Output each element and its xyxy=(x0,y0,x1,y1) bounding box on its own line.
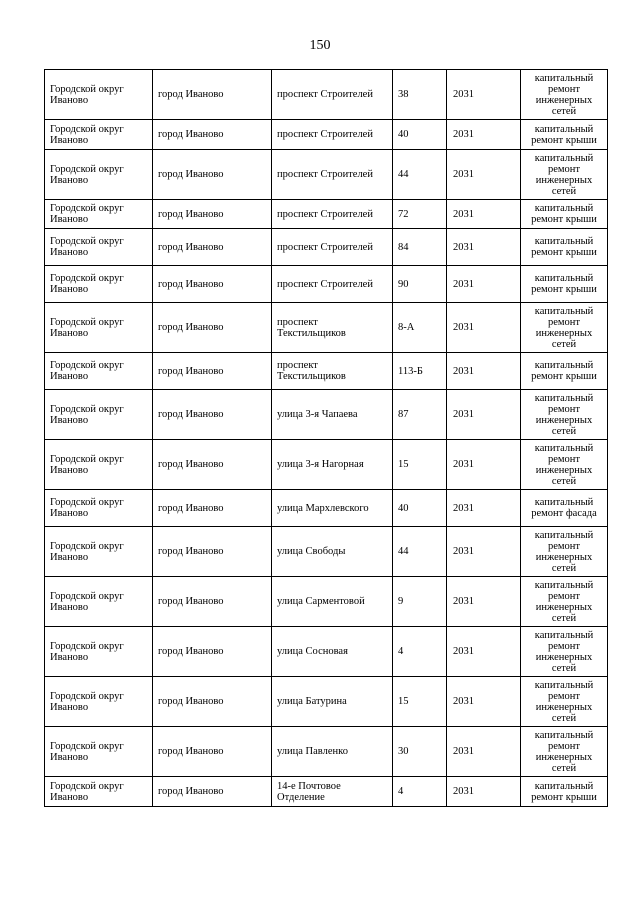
municipality-cell-text: Городской округ Иваново xyxy=(50,316,124,339)
city-cell-text: город Иваново xyxy=(158,786,224,797)
work-type-cell xyxy=(521,727,608,777)
municipality-cell xyxy=(45,440,153,490)
street-cell-text: проспект Текстильщиков xyxy=(277,316,346,339)
municipality-cell-text: Городской округ Иваново xyxy=(50,360,124,382)
city-cell-text: город Иваново xyxy=(158,459,224,470)
city-cell xyxy=(153,390,272,440)
municipality-cell-text: Городской округ Иваново xyxy=(50,540,124,563)
city-cell-text: город Иваново xyxy=(158,746,224,757)
work-type-cell-text: капитальный ремонт инженерных сетей xyxy=(534,729,594,774)
house-number-cell xyxy=(393,266,447,303)
house-number-cell-text: 90 xyxy=(398,278,409,290)
city-cell xyxy=(153,229,272,266)
work-type-cell xyxy=(521,353,608,390)
year-cell xyxy=(447,727,521,777)
street-cell-text: улица Свободы xyxy=(277,546,346,557)
page-number: 150 xyxy=(309,38,331,53)
street-cell xyxy=(272,577,393,627)
year-cell-text: 2031 xyxy=(453,696,474,707)
house-number-cell xyxy=(393,150,447,200)
municipality-cell-text: Городской округ Иваново xyxy=(50,163,124,186)
year-cell xyxy=(447,120,521,150)
year-cell xyxy=(447,577,521,627)
work-type-cell-text: капитальный ремонт инженерных сетей xyxy=(534,442,594,487)
street-cell-text: проспект Строителей xyxy=(277,278,373,290)
street-cell-text: проспект Строителей xyxy=(277,89,373,100)
street-cell xyxy=(272,266,393,303)
work-type-cell-text: капитальный ремонт крыши xyxy=(531,780,597,803)
city-cell-text: город Иваново xyxy=(158,129,224,140)
street-cell-text: 14-е Почтовое Отделение xyxy=(277,780,341,803)
street-cell-text: улица Сосновая xyxy=(277,646,348,657)
municipality-cell xyxy=(45,353,153,390)
work-type-cell xyxy=(521,577,608,627)
house-number-cell-text: 44 xyxy=(398,546,409,557)
street-cell-text: улица Сарментовой xyxy=(277,596,365,607)
work-type-cell xyxy=(521,777,608,807)
table-row xyxy=(45,440,608,490)
street-cell xyxy=(272,229,393,266)
street-cell-text: улица Батурина xyxy=(277,696,347,707)
municipality-cell xyxy=(45,229,153,266)
year-cell xyxy=(447,229,521,266)
municipality-cell xyxy=(45,727,153,777)
city-cell xyxy=(153,70,272,120)
city-cell-text: город Иваново xyxy=(158,241,224,253)
year-cell-text: 2031 xyxy=(453,241,474,253)
work-type-cell-text: капитальный ремонт инженерных сетей xyxy=(534,629,594,674)
year-cell-text: 2031 xyxy=(453,365,474,377)
house-number-cell xyxy=(393,677,447,727)
work-type-cell-text: капитальный ремонт инженерных сетей xyxy=(534,579,594,624)
year-cell-text: 2031 xyxy=(453,278,474,290)
table-row xyxy=(45,777,608,807)
street-cell xyxy=(272,353,393,390)
year-cell-text: 2031 xyxy=(453,502,474,514)
house-number-cell-text: 38 xyxy=(398,89,409,100)
year-cell-text: 2031 xyxy=(453,459,474,470)
house-number-cell xyxy=(393,200,447,229)
table-row xyxy=(45,577,608,627)
work-type-cell xyxy=(521,303,608,353)
work-type-cell-text: капитальный ремонт крыши xyxy=(531,360,597,382)
house-number-cell-text: 30 xyxy=(398,746,409,757)
work-type-cell xyxy=(521,266,608,303)
work-type-cell xyxy=(521,440,608,490)
municipality-cell xyxy=(45,527,153,577)
municipality-cell xyxy=(45,200,153,229)
street-cell xyxy=(272,777,393,807)
municipality-cell-text: Городской округ Иваново xyxy=(50,590,124,613)
work-type-cell-text: капитальный ремонт крыши xyxy=(531,236,597,258)
municipality-cell-text: Городской округ Иваново xyxy=(50,453,124,476)
house-number-cell xyxy=(393,390,447,440)
house-number-cell xyxy=(393,727,447,777)
city-cell-text: город Иваново xyxy=(158,596,224,607)
work-type-cell-text: капитальный ремонт инженерных сетей xyxy=(534,305,594,350)
house-number-cell-text: 4 xyxy=(398,646,404,657)
city-cell-text: город Иваново xyxy=(158,502,224,514)
work-type-cell xyxy=(521,120,608,150)
municipality-cell-text: Городской округ Иваново xyxy=(50,740,124,763)
municipality-cell xyxy=(45,777,153,807)
street-cell-text: улица Мархлевского xyxy=(277,502,369,514)
table-row xyxy=(45,150,608,200)
city-cell-text: город Иваново xyxy=(158,646,224,657)
street-cell xyxy=(272,527,393,577)
work-type-cell-text: капитальный ремонт крыши xyxy=(531,123,597,146)
municipality-cell-text: Городской округ Иваново xyxy=(50,83,124,106)
street-cell-text: проспект Строителей xyxy=(277,169,373,180)
repair-schedule-table xyxy=(44,69,608,807)
municipality-cell xyxy=(45,303,153,353)
house-number-cell-text: 72 xyxy=(398,208,409,220)
city-cell-text: город Иваново xyxy=(158,696,224,707)
street-cell xyxy=(272,440,393,490)
work-type-cell-text: капитальный ремонт фасада xyxy=(531,497,597,519)
year-cell xyxy=(447,390,521,440)
table-row xyxy=(45,390,608,440)
street-cell xyxy=(272,70,393,120)
city-cell xyxy=(153,490,272,527)
work-type-cell-text: капитальный ремонт инженерных сетей xyxy=(534,679,594,724)
house-number-cell-text: 84 xyxy=(398,241,409,253)
municipality-cell-text: Городской округ Иваново xyxy=(50,497,124,519)
city-cell xyxy=(153,727,272,777)
table-row xyxy=(45,353,608,390)
year-cell xyxy=(447,627,521,677)
year-cell-text: 2031 xyxy=(453,169,474,180)
year-cell-text: 2031 xyxy=(453,646,474,657)
work-type-cell xyxy=(521,200,608,229)
year-cell xyxy=(447,266,521,303)
year-cell xyxy=(447,527,521,577)
city-cell xyxy=(153,150,272,200)
table-row xyxy=(45,677,608,727)
street-cell xyxy=(272,390,393,440)
year-cell-text: 2031 xyxy=(453,129,474,140)
municipality-cell-text: Городской округ Иваново xyxy=(50,403,124,426)
city-cell-text: город Иваново xyxy=(158,169,224,180)
street-cell xyxy=(272,303,393,353)
street-cell-text: улица 3-я Чапаева xyxy=(277,409,358,420)
house-number-cell-text: 15 xyxy=(398,696,409,707)
year-cell xyxy=(447,150,521,200)
table-row xyxy=(45,200,608,229)
municipality-cell-text: Городской округ Иваново xyxy=(50,690,124,713)
year-cell xyxy=(447,353,521,390)
table-row xyxy=(45,229,608,266)
work-type-cell-text: капитальный ремонт инженерных сетей xyxy=(534,529,594,574)
municipality-cell-text: Городской округ Иваново xyxy=(50,203,124,225)
house-number-cell-text: 87 xyxy=(398,409,409,420)
city-cell xyxy=(153,527,272,577)
year-cell xyxy=(447,777,521,807)
municipality-cell-text: Городской округ Иваново xyxy=(50,236,124,258)
city-cell-text: город Иваново xyxy=(158,208,224,220)
city-cell-text: город Иваново xyxy=(158,322,224,333)
table-row xyxy=(45,527,608,577)
street-cell xyxy=(272,150,393,200)
table-row xyxy=(45,490,608,527)
work-type-cell-text: капитальный ремонт инженерных сетей xyxy=(534,72,594,117)
table-row xyxy=(45,303,608,353)
city-cell-text: город Иваново xyxy=(158,546,224,557)
work-type-cell xyxy=(521,627,608,677)
house-number-cell xyxy=(393,627,447,677)
street-cell xyxy=(272,727,393,777)
municipality-cell-text: Городской округ Иваново xyxy=(50,640,124,663)
house-number-cell xyxy=(393,490,447,527)
municipality-cell-text: Городской округ Иваново xyxy=(50,780,124,803)
house-number-cell xyxy=(393,527,447,577)
street-cell-text: проспект Строителей xyxy=(277,208,373,220)
municipality-cell xyxy=(45,490,153,527)
year-cell xyxy=(447,200,521,229)
city-cell xyxy=(153,353,272,390)
city-cell-text: город Иваново xyxy=(158,409,224,420)
year-cell xyxy=(447,70,521,120)
house-number-cell xyxy=(393,353,447,390)
street-cell-text: проспект Текстильщиков xyxy=(277,360,346,382)
street-cell xyxy=(272,120,393,150)
work-type-cell xyxy=(521,677,608,727)
work-type-cell-text: капитальный ремонт крыши xyxy=(531,273,597,295)
table-row xyxy=(45,627,608,677)
year-cell xyxy=(447,440,521,490)
house-number-cell-text: 15 xyxy=(398,459,409,470)
house-number-cell-text: 8-А xyxy=(398,322,415,333)
municipality-cell xyxy=(45,627,153,677)
work-type-cell xyxy=(521,490,608,527)
work-type-cell-text: капитальный ремонт инженерных сетей xyxy=(534,152,594,197)
table-row xyxy=(45,120,608,150)
year-cell-text: 2031 xyxy=(453,208,474,220)
municipality-cell xyxy=(45,70,153,120)
year-cell-text: 2031 xyxy=(453,596,474,607)
municipality-cell xyxy=(45,577,153,627)
table-row xyxy=(45,70,608,120)
year-cell-text: 2031 xyxy=(453,746,474,757)
municipality-cell xyxy=(45,390,153,440)
year-cell-text: 2031 xyxy=(453,322,474,333)
city-cell-text: город Иваново xyxy=(158,278,224,290)
city-cell xyxy=(153,777,272,807)
municipality-cell-text: Городской округ Иваново xyxy=(50,123,124,146)
street-cell-text: улица 3-я Нагорная xyxy=(277,459,364,470)
house-number-cell xyxy=(393,303,447,353)
year-cell xyxy=(447,677,521,727)
work-type-cell-text: капитальный ремонт инженерных сетей xyxy=(534,392,594,437)
city-cell xyxy=(153,200,272,229)
house-number-cell xyxy=(393,440,447,490)
city-cell-text: город Иваново xyxy=(158,365,224,377)
municipality-cell xyxy=(45,120,153,150)
table-body xyxy=(45,70,608,807)
municipality-cell xyxy=(45,266,153,303)
street-cell xyxy=(272,677,393,727)
work-type-cell xyxy=(521,70,608,120)
house-number-cell xyxy=(393,577,447,627)
city-cell xyxy=(153,440,272,490)
house-number-cell-text: 44 xyxy=(398,169,409,180)
house-number-cell-text: 113-Б xyxy=(398,365,423,377)
house-number-cell xyxy=(393,229,447,266)
year-cell-text: 2031 xyxy=(453,409,474,420)
house-number-cell-text: 9 xyxy=(398,596,404,607)
house-number-cell xyxy=(393,70,447,120)
house-number-cell-text: 40 xyxy=(398,129,409,140)
street-cell xyxy=(272,490,393,527)
municipality-cell xyxy=(45,677,153,727)
city-cell xyxy=(153,577,272,627)
work-type-cell xyxy=(521,390,608,440)
city-cell xyxy=(153,627,272,677)
city-cell xyxy=(153,677,272,727)
year-cell xyxy=(447,303,521,353)
city-cell xyxy=(153,266,272,303)
table-row xyxy=(45,727,608,777)
year-cell-text: 2031 xyxy=(453,786,474,797)
city-cell xyxy=(153,120,272,150)
table-row xyxy=(45,266,608,303)
street-cell-text: проспект Строителей xyxy=(277,241,373,253)
city-cell xyxy=(153,303,272,353)
work-type-cell xyxy=(521,527,608,577)
municipality-cell-text: Городской округ Иваново xyxy=(50,273,124,295)
work-type-cell xyxy=(521,229,608,266)
house-number-cell xyxy=(393,777,447,807)
house-number-cell-text: 4 xyxy=(398,786,404,797)
city-cell-text: город Иваново xyxy=(158,89,224,100)
work-type-cell xyxy=(521,150,608,200)
house-number-cell-text: 40 xyxy=(398,502,409,514)
year-cell xyxy=(447,490,521,527)
year-cell-text: 2031 xyxy=(453,546,474,557)
street-cell xyxy=(272,200,393,229)
street-cell-text: проспект Строителей xyxy=(277,129,373,140)
work-type-cell-text: капитальный ремонт крыши xyxy=(531,203,597,225)
municipality-cell xyxy=(45,150,153,200)
street-cell-text: улица Павленко xyxy=(277,746,348,757)
street-cell xyxy=(272,627,393,677)
house-number-cell xyxy=(393,120,447,150)
year-cell-text: 2031 xyxy=(453,89,474,100)
